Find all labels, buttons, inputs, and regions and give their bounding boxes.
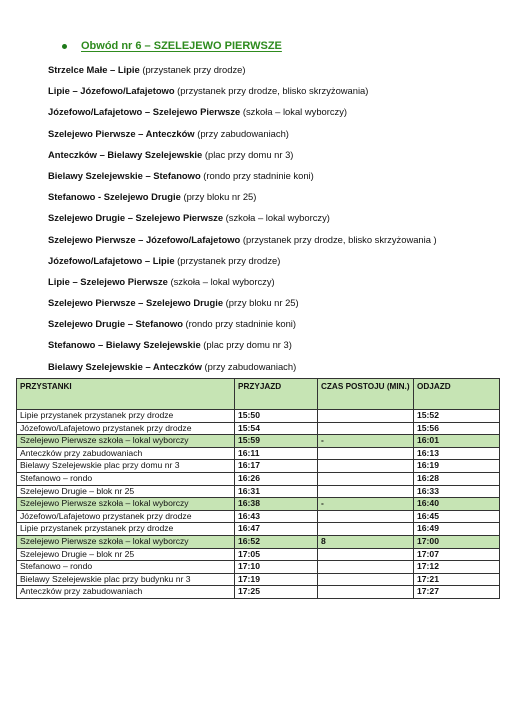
route-note: (szkoła – lokal wyborczy): [240, 106, 348, 118]
cell-departure: 16:33: [414, 485, 500, 498]
route-note: (plac przy domu nr 3): [202, 148, 294, 160]
route-segment: Bielawy Szelejewskie – Anteczków: [48, 360, 202, 372]
cell-departure: 16:40: [414, 498, 500, 511]
heading-text: Obwód nr 6 – SZELEJEWO PIERWSZE: [81, 40, 282, 52]
table-row: [17, 447, 500, 460]
cell-stop: Szelejewo Drugie – blok nr 25: [17, 485, 235, 498]
route-segment: Lipie – Szelejewo Pierwsze: [48, 275, 168, 287]
route-line: [48, 80, 508, 101]
cell-stay: [318, 561, 414, 574]
cell-stay: [318, 447, 414, 460]
route-segment: Szelejewo Drugie – Szelejewo Pierwsze: [48, 212, 224, 224]
route-segment: Szelejewo Pierwsze – Szelejewo Drugie: [48, 297, 224, 309]
route-note: (przy bloku nr 25): [180, 191, 257, 203]
route-line: [48, 313, 508, 334]
route-segment: Szelejewo Pierwsze – Anteczków: [48, 127, 195, 139]
cell-stay: [318, 460, 414, 473]
cell-departure: 16:13: [414, 447, 500, 460]
cell-departure: 16:01: [414, 435, 500, 448]
table-row: [17, 510, 500, 523]
route-note: (przy zabudowaniach): [201, 360, 297, 372]
cell-stop: Bielawy Szelejewskie plac przy budynku nr 3: [17, 573, 235, 586]
route-segment: Józefowo/Lafajetowo – Lipie: [48, 254, 175, 266]
header-stay: CZAS POSTOJU (MIN.): [318, 379, 414, 410]
cell-arrival: 16:38: [235, 498, 318, 511]
cell-stop: Bielawy Szelejewskie plac przy domu nr 3: [17, 460, 235, 473]
cell-departure: 17:00: [414, 535, 500, 548]
route-note: (przystanek przy drodze): [139, 64, 246, 75]
route-line: [48, 165, 508, 186]
cell-stay: [318, 510, 414, 523]
table-row: [17, 498, 500, 511]
cell-stay: [318, 422, 414, 435]
route-segment: Szelejewo Drugie – Stefanowo: [48, 318, 183, 330]
cell-arrival: 15:59: [235, 435, 318, 448]
cell-arrival: 16:47: [235, 523, 318, 536]
cell-departure: 15:52: [414, 410, 500, 423]
table-header-row: [17, 379, 500, 410]
route-segment: Stefanowo - Szelejewo Drugie: [48, 191, 181, 203]
cell-stay: -: [318, 498, 414, 511]
cell-stop: Stefanowo – rondo: [17, 561, 235, 574]
cell-stay: [318, 548, 414, 561]
cell-stay: [318, 410, 414, 423]
route-note: (przy bloku nr 25): [223, 297, 299, 309]
route-segment: Strzelce Małe – Lipie: [48, 64, 140, 75]
route-segment: Szelejewo Pierwsze – Józefowo/Lafajetowo: [48, 233, 241, 245]
cell-stop: Anteczków przy zabudowaniach: [17, 586, 235, 599]
route-note: (przy zabudowaniach): [194, 127, 289, 139]
route-list: [48, 59, 508, 377]
header-departure: ODJAZD: [414, 379, 500, 410]
route-line: [48, 250, 508, 271]
route-line: [48, 292, 508, 313]
cell-arrival: 17:25: [235, 586, 318, 599]
route-segment: Lipie – Józefowo/Lafajetowo: [48, 85, 175, 97]
route-line: [48, 356, 508, 377]
table-row: [17, 561, 500, 574]
cell-arrival: 17:05: [235, 548, 318, 561]
route-note: (szkoła – lokal wyborczy): [167, 275, 275, 287]
cell-stay: -: [318, 435, 414, 448]
cell-stop: Józefowo/Lafajetowo przystanek przy drodze: [17, 422, 235, 435]
table-row: [17, 523, 500, 536]
cell-departure: 15:56: [414, 422, 500, 435]
cell-stop: Szelejewo Pierwsze szkoła – lokal wyborczy: [17, 435, 235, 448]
route-note: (plac przy domu nr 3): [200, 339, 292, 351]
table-row: [17, 472, 500, 485]
cell-stop: Szelejewo Drugie – blok nr 25: [17, 548, 235, 561]
cell-stop: Lipie przystanek przystanek przy drodze: [17, 523, 235, 536]
cell-stop: Anteczków przy zabudowaniach: [17, 447, 235, 460]
cell-stay: [318, 472, 414, 485]
table-row: [17, 573, 500, 586]
cell-stay: [318, 573, 414, 586]
cell-stop: Szelejewo Pierwsze szkoła – lokal wyborczy: [17, 535, 235, 548]
section-heading: [62, 40, 282, 52]
cell-departure: 16:45: [414, 510, 500, 523]
route-line: [48, 271, 508, 292]
cell-arrival: 16:26: [235, 472, 318, 485]
cell-stop: Józefowo/Lafajetowo przystanek przy drodze: [17, 510, 235, 523]
cell-stop: Stefanowo – rondo: [17, 472, 235, 485]
route-segment: Anteczków – Bielawy Szelejewskie: [48, 148, 203, 160]
route-note: (rondo przy stadninie koni): [182, 318, 297, 330]
cell-stay: [318, 586, 414, 599]
header-stops: PRZYSTANKI: [17, 379, 235, 410]
route-line: [48, 123, 508, 144]
cell-stay: [318, 485, 414, 498]
schedule-table: [16, 378, 500, 599]
route-segment: Stefanowo – Bielawy Szelejewskie: [48, 339, 201, 351]
bullet-icon: [62, 44, 67, 49]
route-line: [48, 101, 508, 122]
table-row: [17, 410, 500, 423]
table-row: [17, 485, 500, 498]
route-line: [48, 207, 508, 228]
route-line: [48, 144, 508, 165]
route-note: (szkoła – lokal wyborczy): [223, 212, 330, 224]
route-line: [48, 59, 508, 80]
route-segment: Józefowo/Lafajetowo – Szelejewo Pierwsze: [48, 106, 241, 118]
cell-stop: Szelejewo Pierwsze szkoła – lokal wyborczy: [17, 498, 235, 511]
table-row: [17, 422, 500, 435]
route-line: [48, 229, 508, 250]
cell-departure: 17:12: [414, 561, 500, 574]
table-row: [17, 435, 500, 448]
route-line: [48, 334, 508, 355]
route-note: (przystanek przy drodze, blisko skrzyżowania): [174, 85, 369, 97]
cell-arrival: 16:43: [235, 510, 318, 523]
cell-departure: 16:19: [414, 460, 500, 473]
route-line: [48, 186, 508, 207]
cell-arrival: 16:52: [235, 535, 318, 548]
cell-stay: 8: [318, 535, 414, 548]
cell-arrival: 17:19: [235, 573, 318, 586]
cell-arrival: 15:50: [235, 410, 318, 423]
cell-arrival: 16:31: [235, 485, 318, 498]
table-row: [17, 586, 500, 599]
cell-departure: 16:28: [414, 472, 500, 485]
route-note: (rondo przy stadninie koni): [200, 169, 314, 181]
cell-departure: 17:27: [414, 586, 500, 599]
route-note: (przystanek przy drodze, blisko skrzyżowania ): [240, 233, 437, 245]
route-note: (przystanek przy drodze): [174, 254, 281, 266]
cell-departure: 17:21: [414, 573, 500, 586]
table-row: [17, 548, 500, 561]
cell-arrival: 17:10: [235, 561, 318, 574]
table-row: [17, 460, 500, 473]
table-row: [17, 535, 500, 548]
cell-arrival: 16:11: [235, 447, 318, 460]
cell-departure: 16:49: [414, 523, 500, 536]
cell-stop: Lipie przystanek przystanek przy drodze: [17, 410, 235, 423]
route-segment: Bielawy Szelejewskie – Stefanowo: [48, 169, 201, 181]
cell-stay: [318, 523, 414, 536]
cell-arrival: 16:17: [235, 460, 318, 473]
cell-arrival: 15:54: [235, 422, 318, 435]
cell-departure: 17:07: [414, 548, 500, 561]
header-arrival: PRZYJAZD: [235, 379, 318, 410]
